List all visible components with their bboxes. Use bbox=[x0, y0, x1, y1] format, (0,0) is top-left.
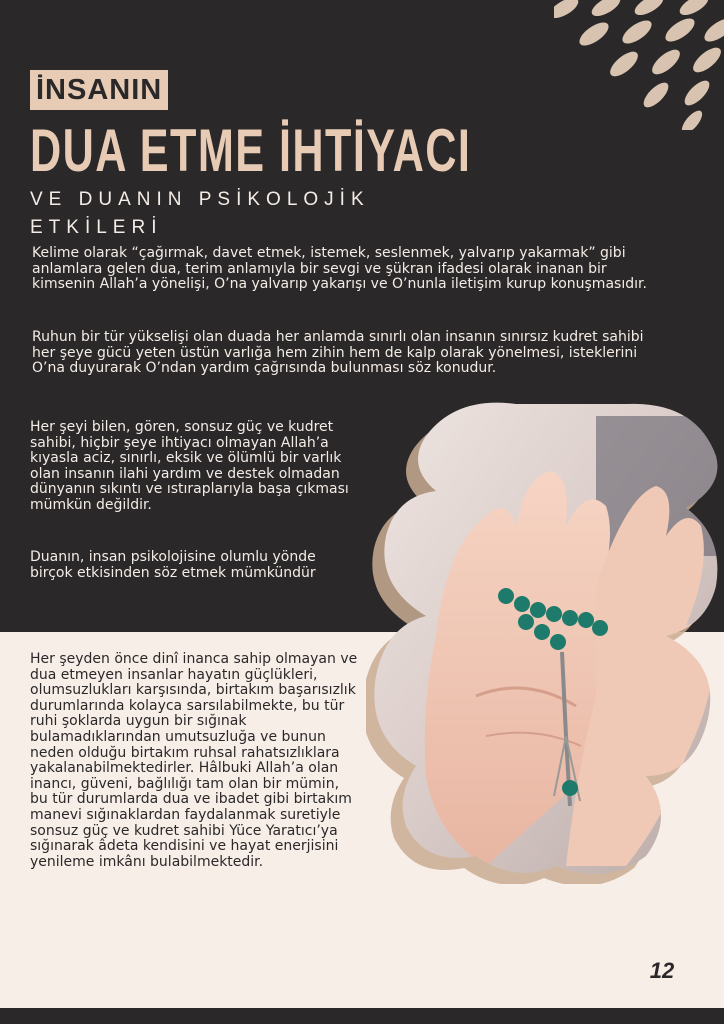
paragraph-positive-effects: Duanın, insan psikolojisine olumlu yönde birçok etkisinden söz etmek mümkündür bbox=[30, 549, 316, 581]
page-number: 12 bbox=[649, 958, 675, 983]
paragraph-faith-refuge: Her şeyden önce dinî inanca sahip olmayan ve dua etmeyen insanlar hayatın güçlükleri, olumsuzlukları karşısında, birtakım başarısızlık durumlarında kolayca sarsılabilmekte, bu tür ruhi şoklarda uygun bir sığınak bulamadıklarından umutsuzluğa ve bunun neden olduğu birtakım ruhsal rahatsızlıklara yakalanabilmektedirler. Hâlbuki Allah’a olan inancı, güveni, bağlılığı tam olan bir mümin, bu tür durumlarda dua ve ibadet gibi birtakım manevi sığınaklardan faydalanmak suretiyle sonsuz güç ve kudret sahibi Yüce Yaratıcı’ya sığınarak âdeta kendisini ve hayat enerjisini yenileme imkânı bulabilmektedir. bbox=[30, 651, 358, 870]
paragraph-definition: Kelime olarak “çağırmak, davet etmek, istemek, seslenmek, yalvarıp yakarmak” gibi anlamlara gelen dua, terim anlamıyla bir sevgi ve şükran ifadesi olarak inanan bir kimsenin Allah’a yönelişi, O’na yalvarıp yakarışı ve O’nunla iletişim kurup konuşmasıdır. bbox=[32, 245, 647, 293]
decorative-leaves-icon bbox=[554, 0, 724, 130]
page-title: DUA ETME İHTİYACI bbox=[30, 117, 472, 184]
title-kicker: İNSANIN bbox=[30, 70, 168, 110]
paragraph-spiritual-ascent: Ruhun bir tür yükselişi olan duada her anlamda sınırlı olan insanın sınırsız kudret sahibi her şeye gücü yeten üstün varlığa hem zihin hem de kalp olarak yönelmesi, isteklerini O’na duyurarak O’ndan yardım çağrısında bulunması söz konudur. bbox=[32, 329, 644, 377]
praying-hands-photo bbox=[366, 396, 724, 884]
paragraph-human-need: Her şeyi bilen, gören, sonsuz güç ve kudret sahibi, hiçbir şeye ihtiyacı olmayan Allah’a kıyasla aciz, sınırlı, eksik ve ölümlü bir varlık olan insanın ilahi yardım ve destek olmadan dünyanın sıkıntı ve ıstıraplarıyla başa çıkması mümkün değildir. bbox=[30, 419, 349, 513]
bottom-band bbox=[0, 1008, 724, 1024]
page-subtitle: VE DUANIN PSİKOLOJİK ETKİLERİ bbox=[30, 189, 370, 238]
